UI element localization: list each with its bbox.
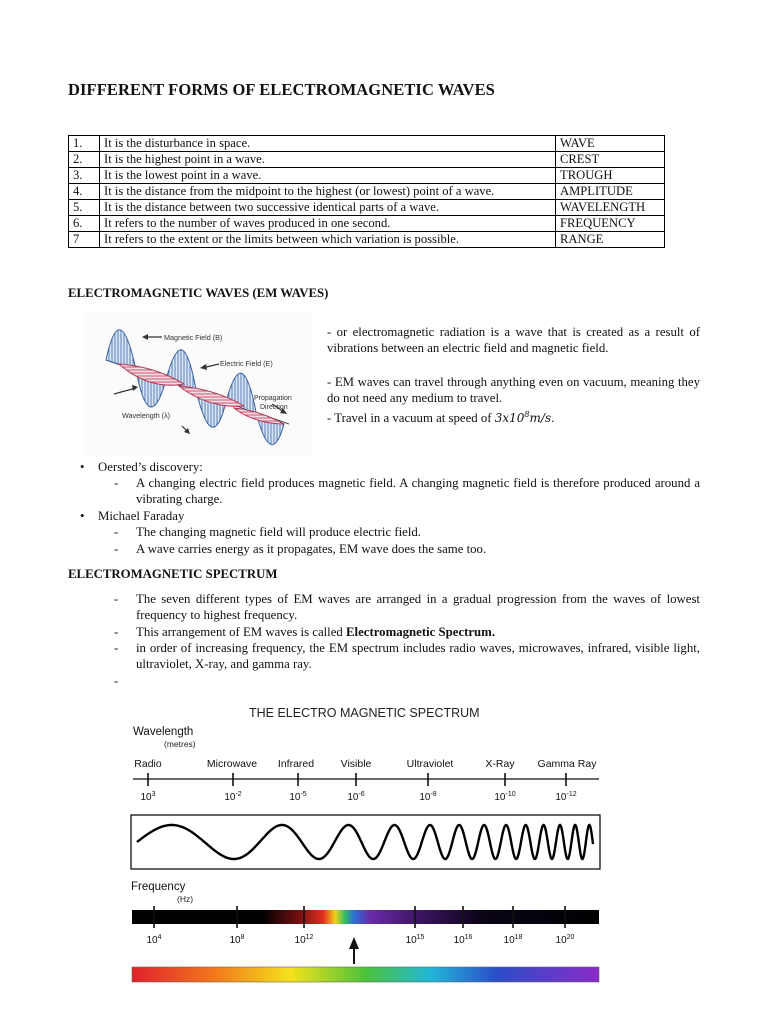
definition-row [69, 152, 665, 168]
definition-row [69, 232, 665, 248]
tick-label: $10^{-2}$ [224, 791, 242, 803]
definition-term: TROUGH [556, 168, 665, 184]
oersted-point-1: - A changing electric field produces magnetic field. A changing magnetic field is therefore produced around a vibrating charge. [114, 476, 700, 507]
definitions-table [68, 135, 665, 248]
definition-row [69, 216, 665, 232]
definition-text: It is the lowest point in a wave. [100, 168, 556, 184]
em-waves-heading: ELECTROMAGNETIC WAVES (EM WAVES) [68, 286, 329, 300]
visible-spectrum-bar [132, 967, 599, 982]
faraday-point-2: - A wave carries energy as it propagates, EM wave does the same too. [114, 542, 487, 556]
tick-label: $10^{18}$ [503, 934, 523, 946]
band-label: Microwave [206, 758, 258, 770]
tick-label: $10^{16}$ [453, 934, 473, 946]
magnetic-field-label: Magnetic Field (B) [164, 333, 223, 342]
definition-number: 6. [69, 216, 100, 232]
definition-number: 2. [69, 152, 100, 168]
definition-text: It refers to the number of waves produced in one second. [100, 216, 556, 232]
band-label: Infrared [277, 758, 315, 770]
definition-term: FREQUENCY [556, 216, 665, 232]
frequency-axis-label: Frequency [131, 881, 186, 893]
tick-label: $10^{-5}$ [289, 791, 307, 803]
wavelength-axis-label: Wavelength [133, 726, 194, 738]
spectrum-point-2: - This arrangement of EM waves is called Electromagnetic Spectrum. [114, 625, 496, 639]
page-title: DIFFERENT FORMS OF ELECTROMAGNETIC WAVES [68, 80, 495, 99]
tick-label: $10^8$ [229, 934, 245, 946]
band-label: Radio [134, 758, 162, 770]
definition-term: CREST [556, 152, 665, 168]
definition-term: WAVELENGTH [556, 200, 665, 216]
definition-text: It is the distance from the midpoint to the highest (or lowest) point of a wave. [100, 184, 556, 200]
definition-term: AMPLITUDE [556, 184, 665, 200]
frequency-bar [132, 910, 599, 924]
definition-row [69, 168, 665, 184]
band-label: Ultraviolet [406, 758, 454, 770]
definition-text: It refers to the extent or the limits between which variation is possible. [100, 232, 556, 248]
definition-text: It is the distance between two successive identical parts of a wave. [100, 200, 556, 216]
definition-row [69, 136, 665, 152]
spectrum-point-3: - in order of increasing frequency, the EM spectrum includes radio waves, microwaves, infrared, visible light, ultraviolet, X-ray, and gamma ray. [114, 641, 700, 672]
definition-row [69, 200, 665, 216]
tick-label: $10^{15}$ [405, 934, 425, 946]
definition-number: 7 [69, 232, 100, 248]
wavelength-label: Wavelength (λ) [122, 411, 171, 420]
em-wave-figure [84, 312, 312, 455]
tick-label: $10^{-10}$ [494, 791, 516, 803]
electric-field-label: Electric Field (E) [220, 359, 273, 368]
band-label: Visible [340, 758, 372, 770]
tick-label: $10^3$ [140, 791, 156, 803]
definition-row [69, 184, 665, 200]
definition-number: 5. [69, 200, 100, 216]
propagation-label-2: Direction [260, 404, 288, 411]
tick-label: $10^{20}$ [555, 934, 575, 946]
band-label: Gamma Ray [537, 758, 597, 770]
speed-formula: $3x10^8m/s$ [494, 410, 552, 425]
tick-label: $10^4$ [146, 934, 162, 946]
definition-term: RANGE [556, 232, 665, 248]
definition-text: It is the disturbance in space. [100, 136, 556, 152]
em-description-2: - EM waves can travel through anything even on vacuum, meaning they do not need any medium to travel. [327, 375, 700, 405]
em-wave-diagram [84, 312, 312, 455]
definition-term: WAVE [556, 136, 665, 152]
tick-label: $10^{-6}$ [347, 791, 365, 803]
wavelength-unit: (metres) [164, 739, 196, 749]
frequency-unit: (Hz) [177, 894, 194, 904]
tick-label: $10^{-12}$ [555, 791, 577, 803]
visible-arrow-head [349, 937, 359, 949]
band-label: X-Ray [485, 758, 515, 770]
tick-label: $10^{12}$ [294, 934, 314, 946]
spectrum-title: THE ELECTRO MAGNETIC SPECTRUM [249, 706, 480, 720]
propagation-label-1: Propagation [254, 395, 292, 402]
spectrum-point-1: - The seven different types of EM waves are arranged in a gradual progression from the waves of lowest frequency to highest frequency. [114, 592, 700, 623]
definition-text: It is the highest point in a wave. [100, 152, 556, 168]
bullet-oersted: • Oersted’s discovery: [80, 460, 203, 474]
bullet-faraday: • Michael Faraday [80, 509, 185, 523]
faraday-point-1: - The changing magnetic field will produce electric field. [114, 525, 421, 539]
definition-number: 3. [69, 168, 100, 184]
tick-label: $10^{-8}$ [419, 791, 437, 803]
em-description-1: - or electromagnetic radiation is a wave that is created as a result of vibrations between an electric field and magnetic field. [327, 325, 700, 355]
definition-number: 4. [69, 184, 100, 200]
em-spectrum-heading: ELECTROMAGNETIC SPECTRUM [68, 567, 278, 581]
em-description-3: - Travel in a vacuum at speed of $3x10^8m/s$. [327, 410, 555, 425]
definition-number: 1. [69, 136, 100, 152]
